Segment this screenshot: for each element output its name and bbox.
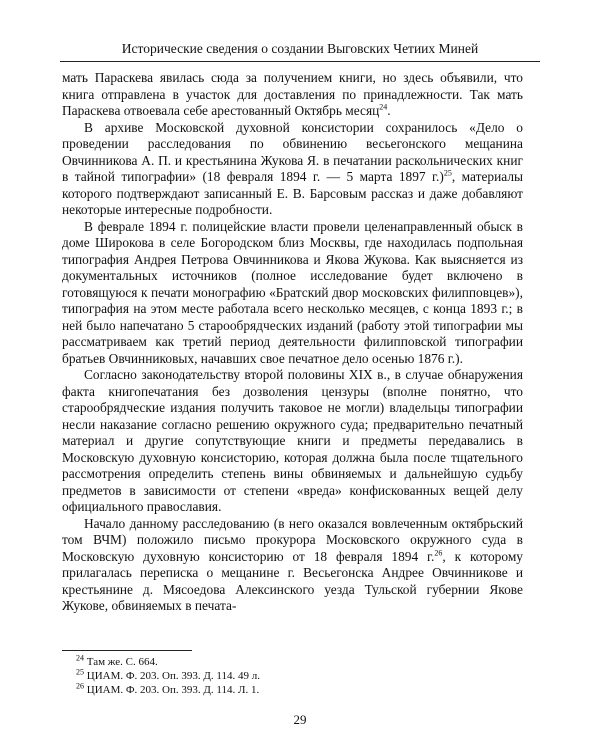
paragraph-5-tail: , к которому прилагалась переписка о мещанине г. Весьегонска Андрее Овчинникове и крестьянине д. Мясоедова Алексинского уезда Тульской губернии Якове Жукове, обвиняемых в печата-	[62, 548, 523, 613]
footnote-ref-24[interactable]: 24	[379, 102, 388, 112]
footnote-number: 25	[76, 667, 84, 677]
paragraph-1-text: мать Параскева явилась сюда за получением книги, но здесь объявили, что книга отправлена в участок для доставления по принадлежности. Так мать Параскева отвоевала себе арестованный Октябрь месяц	[62, 70, 523, 118]
paragraph-3-text: В феврале 1894 г. полицейские власти провели целенаправленный обыск в доме Широкова в селе Богородском близ Москвы, где находилась подпольная типография Андрея Петрова Овчинникова и Якова Жукова. Как выясняется из документальных источников (полное исследование будет включено в готовящуюся к печати монографию «Братский двор московских филипповцев»), типография на этом месте работала всего несколько месяцев, с конца 1893 г.; в ней было напечатано 5 старообрядческих изданий (работу этой типографии мы рассматриваем как третий период деятельности филипповской типографии братьев Овчинниковых, начавших свое печатное дело осенью 1876 г.).	[62, 218, 523, 366]
paragraph-2-tail: , материалы которого подтверждают записанный Е. В. Барсовым рассказ и даже добавляют некоторые интересные подробности.	[62, 169, 523, 217]
footnote-text: ЦИАМ. Ф. 203. Оп. 393. Д. 114. 49 л.	[86, 670, 260, 682]
paragraph-4	[62, 367, 523, 516]
footnote-item	[76, 669, 476, 683]
paragraph-5	[62, 516, 523, 615]
footnote-rule	[62, 650, 192, 651]
paragraph-4-text: Согласно законодательству второй половины XIX в., в случае обнаружения факта книгопечатания без дозволения цензуры (вполне понятно, что старообрядческие издания получить таковое не могли) владельцы типографии несли наказание согласно решению окружного суда; предварительно печатный материал и другие сопутствующие книги и предметы передавались в Московскую духовную консисторию, которая должна была после тщательного рассмотрения определить степень вины обвиняемых и дальнейшую судьбу предметов в зависимости от степени «вреда» конфискованных вещей делу официального православия.	[62, 367, 523, 514]
footnote-text: ЦИАМ. Ф. 203. Оп. 393. Д. 114. Л. 1.	[86, 684, 260, 696]
footnote-item	[76, 655, 476, 669]
paragraph-5-text: Начало данному расследованию (в него оказался вовлеченным октябрьский том ВЧМ) положило письмо прокурора Московского окружного суда в Московскую духовную консисторию от 18 февраля 1894 г.	[62, 515, 523, 564]
footnote-number: 24	[76, 653, 84, 663]
page-number: 29	[293, 712, 307, 727]
header-rule	[60, 61, 540, 62]
paragraph-1	[62, 70, 523, 120]
main-text	[62, 70, 523, 615]
footnote-item	[76, 683, 476, 697]
paragraph-2-text: В архиве Московской духовной консистории сохранилось «Дело о проведении расследования по обвинению весьегонского мещанина Овчинникова А. П. и крестьянина Жукова Я. в печатании раскольнических книг в тайной типографии» (18 февраля 1894 г. — 5 марта 1897 г.)	[62, 119, 523, 184]
running-title: Исторические сведения о создании Выговских Четиих Миней	[121, 41, 479, 56]
paragraph-1-tail: .	[387, 103, 391, 118]
footnote-number: 26	[76, 681, 84, 691]
footnote-ref-26[interactable]: 26	[434, 548, 443, 558]
footnote-text: Там же. С. 664.	[86, 656, 158, 668]
footnotes	[76, 655, 476, 697]
paragraph-3	[62, 219, 523, 368]
footnote-ref-25[interactable]: 25	[443, 168, 452, 178]
paragraph-2	[62, 120, 523, 219]
